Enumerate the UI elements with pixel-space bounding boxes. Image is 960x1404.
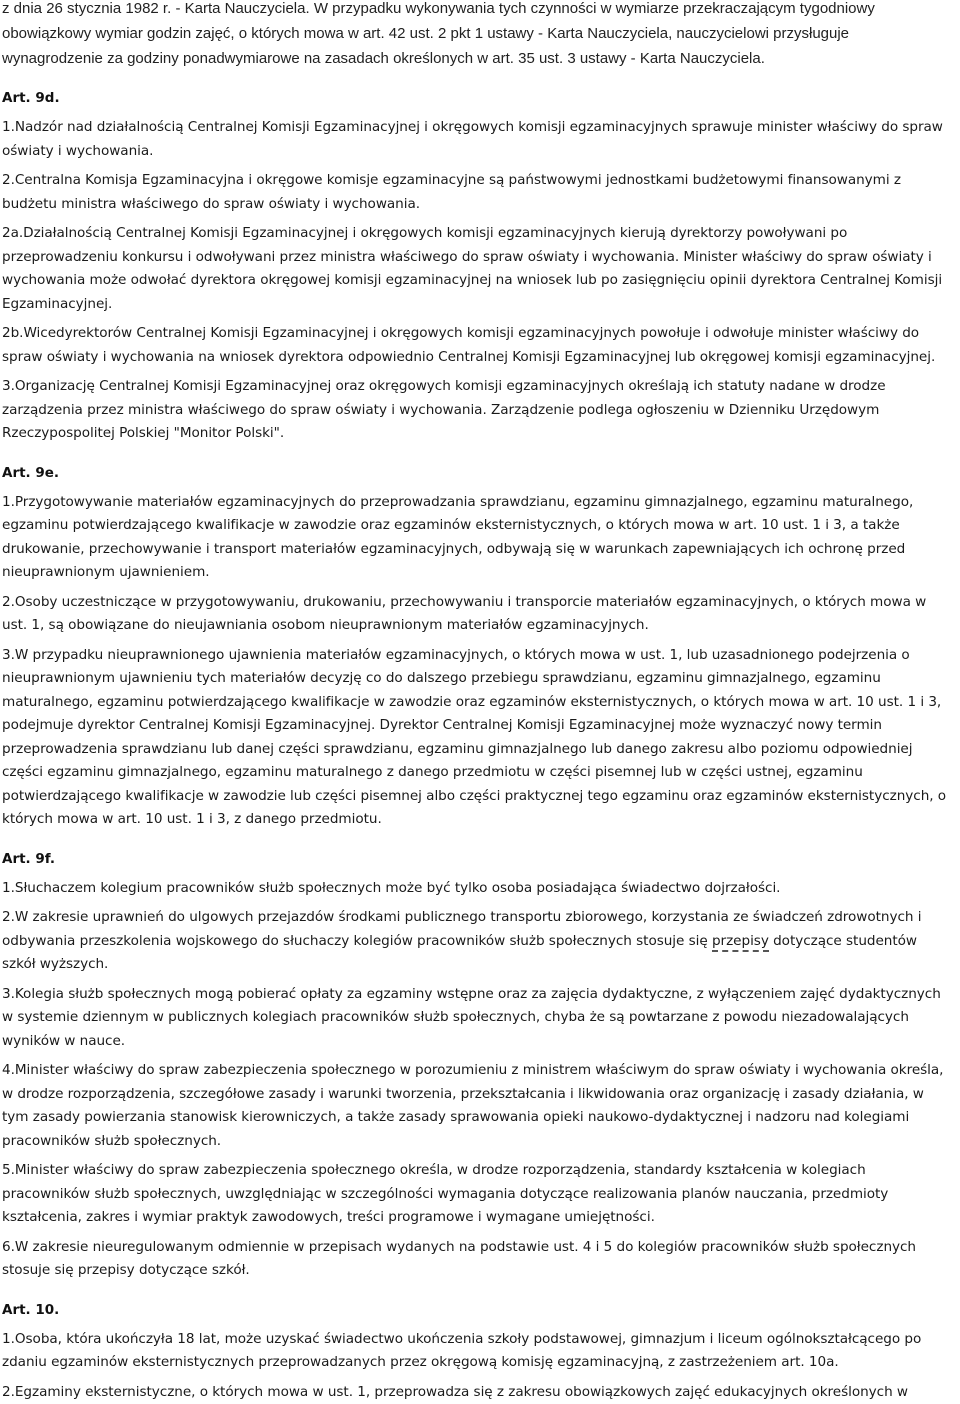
article-9d bbox=[2, 86, 954, 446]
intro-line: wynagrodzenie za godziny ponadwymiarowe na zasadach określonych w art. 35 ust. 3 ustawy - Karta Nauczyciela. bbox=[2, 46, 954, 71]
paragraph: 5.Minister właściwy do spraw zabezpieczenia społecznego określa, w drodze rozporządzenia, standardy kształcenia w kolegiach pracowników służb społecznych, uwzględniając w szczególności wymagania dotyczące realizowania planów nauczania, przedmioty kształcenia, zakres i wymiar praktyk zawodowych, treści programowe i wymagane umiejętności. bbox=[2, 1159, 954, 1230]
paragraph: 4.Minister właściwy do spraw zabezpieczenia społecznego w porozumieniu z ministrem właściwym do spraw oświaty i wychowania określa, w drodze rozporządzenia, szczegółowe zasady i warunki tworzenia, przekształcania i likwidowania oraz organizację i zasady działania, w tym zasady powierzania stanowisk kierowniczych, a także zasady sprawowania opieki naukowo-dydaktycznej i nadzoru nad kolegiami pracowników służb społecznych. bbox=[2, 1059, 954, 1153]
article-heading: Art. 9e. bbox=[2, 461, 954, 485]
document-page bbox=[2, 0, 954, 1404]
intro-line: z dnia 26 stycznia 1982 r. - Karta Nauczyciela. W przypadku wykonywania tych czynności w wymiarze przekraczającym tygodniowy bbox=[2, 0, 954, 21]
article-heading: Art. 9d. bbox=[2, 86, 954, 110]
article-heading: Art. 9f. bbox=[2, 847, 954, 871]
paragraph: 3.Kolegia służb społecznych mogą pobierać opłaty za egzaminy wstępne oraz za zajęcia dydaktyczne, z wyłączeniem zajęć dydaktycznych w systemie dziennym w publicznych kolegiach pracowników służb społecznych, chyba że są powtarzane z powodu niezadowalających wyników w nauce. bbox=[2, 983, 954, 1054]
article-heading: Art. 10. bbox=[2, 1298, 954, 1322]
paragraph-text: 2.W zakresie uprawnień do ulgowych przejazdów środkami publicznego transportu zbiorowego, korzystania ze świadczeń zdrowotnych i odbywania przeszkolenia wojskowego do słuchaczy kolegiów pracowników służb społecznych stosuje się bbox=[2, 909, 921, 949]
paragraph: 2a.Działalnością Centralnej Komisji Egzaminacyjnej i okręgowych komisji egzaminacyjnych kierują dyrektorzy powoływani po przeprowadzeniu konkursu i odwoływani przez ministra właściwego do spraw oświaty i wychowania. Minister właściwy do spraw oświaty i wychowania może odwołać dyrektora okręgowej komisji egzaminacyjnej na wniosek lub po zasięgnięciu opinii dyrektora Centralnej Komisji Egzaminacyjnej. bbox=[2, 222, 954, 316]
article-10 bbox=[2, 1298, 954, 1404]
article-9f bbox=[2, 847, 954, 1283]
paragraph-text: dotyczące studentów szkół wyższych. bbox=[2, 933, 917, 973]
paragraph: 2.Centralna Komisja Egzaminacyjna i okręgowe komisje egzaminacyjne są państwowymi jednostkami budżetowymi finansowanymi z budżetu ministra właściwego do spraw oświaty i wychowania. bbox=[2, 169, 954, 216]
paragraph: 3.W przypadku nieuprawnionego ujawnienia materiałów egzaminacyjnych, o których mowa w ust. 1, lub uzasadnionego podejrzenia o nieuprawnionym ujawnieniu tych materiałów decyzję co do dalszego przebiegu sprawdzianu, egzaminu gimnazjalnego, egzaminu maturalnego, egzaminu potwierdzającego kwalifikacje w zawodzie oraz egzaminów eksternistycznych, o których mowa w art. 10 ust. 1 i 3, podejmuje dyrektor Centralnej Komisji Egzaminacyjnej. Dyrektor Centralnej Komisji Egzaminacyjnej może wyznaczyć nowy termin przeprowadzenia sprawdzianu lub danej części sprawdzianu, egzaminu gimnazjalnego lub danego zakresu albo poziomu odpowiedniej części egzaminu gimnazjalnego, egzaminu maturalnego z danego przedmiotu w części pisemnej lub w części ustnej, egzaminu potwierdzającego kwalifikacje w zawodzie lub części pisemnej albo części praktycznej tego egzaminu oraz egzaminów eksternistycznych, o których mowa w art. 10 ust. 1 i 3, z danego przedmiotu. bbox=[2, 644, 954, 832]
paragraph: 1.Osoba, która ukończyła 18 lat, może uzyskać świadectwo ukończenia szkoły podstawowej, gimnazjum i liceum ogólnokształcącego po zdaniu egzaminów eksternistycznych przeprowadzanych przez okręgową komisję egzaminacyjną, z zastrzeżeniem art. 10a. bbox=[2, 1328, 954, 1375]
paragraph: 2.Egzaminy eksternistyczne, o których mowa w ust. 1, przeprowadza się z zakresu obowiązkowych zajęć edukacyjnych określonych w bbox=[2, 1381, 954, 1404]
paragraph: 1.Słuchaczem kolegium pracowników służb społecznych może być tylko osoba posiadająca świadectwo dojrzałości. bbox=[2, 877, 954, 901]
paragraph bbox=[2, 906, 954, 977]
paragraph: 6.W zakresie nieuregulowanym odmiennie w przepisach wydanych na podstawie ust. 4 i 5 do kolegiów pracowników służb społecznych stosuje się przepisy dotyczące szkół. bbox=[2, 1236, 954, 1283]
article-9e bbox=[2, 461, 954, 832]
przepisy-link[interactable]: przepisy bbox=[712, 933, 769, 952]
paragraph: 1.Przygotowywanie materiałów egzaminacyjnych do przeprowadzania sprawdzianu, egzaminu gimnazjalnego, egzaminu maturalnego, egzaminu potwierdzającego kwalifikacje w zawodzie oraz egzaminów eksternistycznych, o których mowa w art. 10 ust. 1 i 3, a także drukowanie, przechowywanie i transport materiałów egzaminacyjnych, odbywają się w warunkach zapewniających ich ochronę przed nieuprawnionym ujawnieniem. bbox=[2, 491, 954, 585]
intro-line: obowiązkowy wymiar godzin zajęć, o których mowa w art. 42 ust. 2 pkt 1 ustawy - Karta Nauczyciela, nauczycielowi przysługuje bbox=[2, 21, 954, 46]
paragraph: 3.Organizację Centralnej Komisji Egzaminacyjnej oraz okręgowych komisji egzaminacyjnych określają ich statuty nadane w drodze zarządzenia przez ministra właściwego do spraw oświaty i wychowania. Zarządzenie podlega ogłoszeniu w Dzienniku Urzędowym Rzeczypospolitej Polskiej "Monitor Polski". bbox=[2, 375, 954, 446]
intro-text bbox=[2, 0, 954, 71]
paragraph: 2b.Wicedyrektorów Centralnej Komisji Egzaminacyjnej i okręgowych komisji egzaminacyjnych powołuje i odwołuje minister właściwy do spraw oświaty i wychowania na wniosek dyrektora odpowiednio Centralnej Komisji Egzaminacyjnej lub okręgowej komisji egzaminacyjnej. bbox=[2, 322, 954, 369]
paragraph: 1.Nadzór nad działalnością Centralnej Komisji Egzaminacyjnej i okręgowych komisji egzaminacyjnych sprawuje minister właściwy do spraw oświaty i wychowania. bbox=[2, 116, 954, 163]
paragraph: 2.Osoby uczestniczące w przygotowywaniu, drukowaniu, przechowywaniu i transporcie materiałów egzaminacyjnych, o których mowa w ust. 1, są obowiązane do nieujawniania osobom nieuprawnionym materiałów egzaminacyjnych. bbox=[2, 591, 954, 638]
